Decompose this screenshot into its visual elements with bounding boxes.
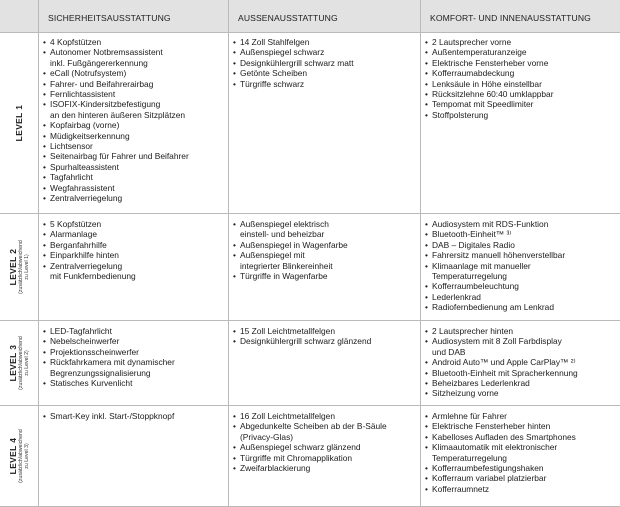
- feature-text: LED-Tagfahrlicht: [50, 326, 112, 336]
- feature-text: Außenspiegel elektrisch: [240, 219, 329, 229]
- feature-text: Tempomat mit Speedlimiter: [432, 99, 534, 110]
- feature-text: 4 Kopfstützen: [50, 37, 102, 47]
- feature-item: [43, 347, 175, 357]
- level-2-exterior-list: [233, 219, 348, 281]
- bullet: •: [43, 172, 46, 183]
- bullet: •: [425, 239, 428, 250]
- bullet: •: [233, 411, 236, 421]
- feature-text: Kopfairbag (vorne): [50, 120, 120, 131]
- feature-item: [43, 151, 189, 161]
- feature-text: und DAB: [432, 346, 466, 357]
- feature-item: [425, 378, 578, 388]
- feature-item: [43, 336, 175, 346]
- feature-text: Zentralverriegelung: [50, 260, 123, 271]
- bullet: •: [425, 463, 428, 474]
- level-1-comfort-list: [425, 37, 554, 120]
- feature-item: [43, 229, 136, 239]
- level-title: LEVEL 2: [7, 248, 18, 286]
- level-title: LEVEL 3: [7, 344, 18, 382]
- level-note: zu Level 3): [24, 443, 30, 469]
- feature-text: DAB – Digitales Radio: [432, 239, 515, 250]
- feature-text: Außenspiegel in Wagenfarbe: [240, 239, 348, 250]
- bullet: •: [43, 161, 46, 172]
- bullet: •: [425, 388, 428, 399]
- feature-text: Müdigkeitserkennung: [50, 130, 130, 141]
- feature-text: Audiosystem mit RDS-Funktion: [432, 219, 549, 229]
- feature-text: Elektrische Fensterheber hinten: [432, 421, 551, 432]
- feature-item: [233, 68, 354, 78]
- level-title: LEVEL 4: [7, 437, 18, 475]
- feature-item: [43, 357, 175, 378]
- level-note: zu Level 1): [24, 254, 30, 280]
- feature-item: [425, 336, 578, 357]
- header-safety: [39, 0, 228, 32]
- feature-item: [43, 183, 189, 193]
- bullet: •: [425, 483, 428, 494]
- feature-item: [233, 250, 348, 271]
- bullet: •: [425, 37, 428, 47]
- bullet: •: [425, 473, 428, 484]
- feature-text: 14 Zoll Stahlfelgen: [240, 37, 310, 47]
- feature-item: [43, 79, 189, 89]
- feature-item: [43, 99, 189, 120]
- feature-text: einstell- und beheizbar: [240, 229, 325, 240]
- feature-item: [233, 336, 371, 346]
- feature-text: Spurhalteassistent: [50, 161, 119, 172]
- bullet: •: [425, 336, 428, 347]
- bullet: •: [425, 291, 428, 302]
- bullet: •: [425, 57, 428, 68]
- bullet: •: [233, 421, 236, 432]
- feature-item: [425, 261, 565, 282]
- feature-item: [425, 388, 578, 398]
- bullet: •: [233, 57, 236, 68]
- bullet: •: [43, 151, 46, 162]
- feature-item: [425, 357, 578, 367]
- level-title: LEVEL 1: [14, 104, 24, 142]
- bullet: •: [233, 47, 236, 58]
- bullet: •: [233, 271, 236, 282]
- header-exterior-label: AUSSENAUSSTATTUNG: [238, 13, 338, 23]
- feature-item: [233, 47, 354, 57]
- feature-text: Kofferraumbefestigungshaken: [432, 463, 544, 474]
- level-2-label: [0, 214, 38, 320]
- column-divider: [38, 0, 39, 507]
- bullet: •: [425, 89, 428, 100]
- bullet: •: [425, 302, 428, 313]
- level-1-safety-list: [43, 37, 189, 204]
- level-note: zu Level 2): [24, 350, 30, 376]
- feature-item: [425, 442, 576, 463]
- bullet: •: [425, 250, 428, 261]
- feature-item: [425, 37, 554, 47]
- level-3-comfort-list: [425, 326, 578, 399]
- feature-item: [43, 120, 189, 130]
- bullet: •: [425, 357, 428, 368]
- feature-text: Fahrersitz manuell höhenverstellbar: [432, 250, 566, 261]
- feature-text: Kofferraumbeleuchtung: [432, 281, 519, 292]
- level-1-exterior-list: [233, 37, 354, 89]
- feature-item: [425, 229, 565, 239]
- level-2-comfort-list: [425, 219, 565, 313]
- level-2-safety-list: [43, 219, 136, 281]
- feature-text: Kofferraumnetz: [432, 483, 490, 494]
- bullet: •: [43, 47, 46, 58]
- feature-item: [233, 271, 348, 281]
- feature-text: Klimaanlage mit manueller: [432, 260, 531, 271]
- feature-item: [425, 250, 565, 260]
- bullet: •: [233, 68, 236, 79]
- feature-text: Stoffpolsterung: [432, 109, 489, 120]
- feature-text: Getönte Scheiben: [240, 68, 308, 79]
- bullet: •: [43, 336, 46, 347]
- feature-item: [233, 442, 387, 452]
- header-safety-label: SICHERHEITSAUSSTATTUNG: [48, 13, 171, 23]
- feature-text: Nebelscheinwerfer: [50, 336, 120, 347]
- bullet: •: [233, 336, 236, 347]
- feature-item: [233, 463, 387, 473]
- row-divider: [0, 32, 620, 33]
- feature-item: [233, 219, 348, 240]
- feature-text: Autonomer Notbremsassistent: [50, 47, 163, 58]
- feature-item: [425, 68, 554, 78]
- feature-text: Rücksitzlehne 60:40 umklappbar: [432, 89, 554, 100]
- feature-text: Temperaturregelung: [432, 452, 507, 463]
- bullet: •: [425, 229, 428, 240]
- bullet: •: [425, 431, 428, 442]
- feature-item: [425, 281, 565, 291]
- bullet: •: [425, 219, 428, 229]
- feature-text: integrierter Blinkereinheit: [240, 260, 333, 271]
- bullet: •: [233, 219, 236, 229]
- level-note: (zusätzlich/abweichend: [17, 429, 24, 483]
- feature-text: inkl. Fußgängererkennung: [50, 57, 148, 68]
- feature-text: 5 Kopfstützen: [50, 219, 102, 229]
- feature-text: Android Auto™ und Apple CarPlay™ ²⁾: [432, 357, 576, 368]
- bullet: •: [233, 463, 236, 474]
- level-3-safety-list: [43, 326, 175, 388]
- bullet: •: [43, 78, 46, 89]
- level-3-exterior-list: [233, 326, 371, 347]
- feature-item: [233, 326, 371, 336]
- feature-item: [233, 58, 354, 68]
- feature-item: [233, 411, 387, 421]
- feature-item: [43, 326, 175, 336]
- level-4-comfort-list: [425, 411, 576, 494]
- feature-text: (Privacy-Glas): [240, 431, 294, 442]
- feature-text: Radiofernbedienung am Lenkrad: [432, 302, 554, 313]
- feature-text: Elektrische Fensterheber vorne: [432, 57, 549, 68]
- feature-text: Projektionsscheinwerfer: [50, 346, 139, 357]
- feature-text: Berganfahrhilfe: [50, 239, 107, 250]
- bullet: •: [43, 326, 46, 336]
- feature-text: ISOFIX-Kindersitzbefestigung: [50, 99, 161, 110]
- column-divider: [228, 0, 229, 507]
- bullet: •: [43, 193, 46, 204]
- feature-text: Sitzheizung vorne: [432, 388, 499, 399]
- row-divider: [0, 320, 620, 321]
- feature-text: Seitenairbag für Fahrer und Beifahrer: [50, 151, 189, 162]
- bullet: •: [233, 239, 236, 250]
- feature-text: eCall (Notrufsystem): [50, 68, 127, 79]
- feature-item: [43, 378, 175, 388]
- level-4-exterior-list: [233, 411, 387, 473]
- feature-text: Designkühlergrill schwarz glänzend: [240, 336, 372, 347]
- feature-text: Außenspiegel schwarz: [240, 47, 325, 58]
- feature-text: Kofferraum variabel platzierbar: [432, 473, 547, 484]
- feature-text: Abgedunkelte Scheiben ab der B-Säule: [240, 421, 387, 432]
- level-4-label: [0, 406, 38, 506]
- feature-item: [425, 484, 576, 494]
- feature-item: [425, 463, 576, 473]
- feature-item: [425, 432, 576, 442]
- feature-text: Alarmanlage: [50, 229, 98, 240]
- bullet: •: [43, 130, 46, 141]
- feature-item: [425, 219, 565, 229]
- bullet: •: [233, 326, 236, 336]
- bullet: •: [425, 442, 428, 453]
- feature-text: Bluetooth-Einheit mit Spracherkennung: [432, 367, 578, 378]
- feature-item: [43, 411, 174, 421]
- feature-item: [425, 473, 576, 483]
- feature-text: Türgriffe mit Chromapplikation: [240, 452, 353, 463]
- feature-text: Wegfahrassistent: [50, 182, 115, 193]
- feature-item: [233, 421, 387, 442]
- feature-item: [425, 58, 554, 68]
- bullet: •: [43, 182, 46, 193]
- feature-text: Klimaautomatik mit elektronischer: [432, 442, 558, 453]
- row-divider: [0, 405, 620, 406]
- feature-item: [43, 162, 189, 172]
- feature-item: [43, 261, 136, 282]
- feature-item: [425, 240, 565, 250]
- feature-text: Designkühlergrill schwarz matt: [240, 57, 354, 68]
- feature-item: [43, 131, 189, 141]
- feature-text: Lichtsensor: [50, 141, 93, 152]
- bullet: •: [43, 357, 46, 368]
- bullet: •: [233, 78, 236, 89]
- feature-text: Tagfahrlicht: [50, 172, 93, 183]
- feature-text: Außenspiegel schwarz glänzend: [240, 442, 361, 453]
- level-4-safety-list: [43, 411, 174, 421]
- column-divider: [420, 0, 421, 507]
- bullet: •: [43, 239, 46, 250]
- feature-item: [425, 368, 578, 378]
- bullet: •: [43, 120, 46, 131]
- bullet: •: [43, 378, 46, 389]
- feature-text: 2 Lautsprecher vorne: [432, 37, 512, 47]
- feature-item: [43, 172, 189, 182]
- feature-item: [425, 292, 565, 302]
- feature-text: 16 Zoll Leichtmetallfelgen: [240, 411, 335, 421]
- bullet: •: [425, 109, 428, 120]
- bullet: •: [425, 326, 428, 336]
- feature-text: mit Funkfernbedienung: [50, 271, 136, 282]
- feature-item: [43, 193, 189, 203]
- feature-text: Lenksäule in Höhe einstellbar: [432, 78, 542, 89]
- header-comfort: [421, 0, 620, 32]
- feature-item: [425, 411, 576, 421]
- feature-text: Bluetooth-Einheit™ ³⁾: [432, 229, 512, 240]
- feature-item: [43, 219, 136, 229]
- feature-item: [425, 47, 554, 57]
- bullet: •: [233, 37, 236, 47]
- level-3-label: [0, 321, 38, 405]
- feature-item: [233, 37, 354, 47]
- feature-text: Außenspiegel mit: [240, 250, 305, 261]
- feature-text: Audiosystem mit 8 Zoll Farbdisplay: [432, 336, 562, 347]
- bullet: •: [43, 411, 46, 421]
- feature-text: Smart-Key inkl. Start-/Stoppknopf: [50, 411, 175, 421]
- feature-text: Fernlichtassistent: [50, 89, 116, 100]
- bullet: •: [233, 250, 236, 261]
- feature-item: [43, 240, 136, 250]
- bullet: •: [425, 367, 428, 378]
- bullet: •: [43, 229, 46, 240]
- feature-text: Fahrer- und Beifahrerairbag: [50, 78, 154, 89]
- bullet: •: [43, 68, 46, 79]
- feature-item: [233, 453, 387, 463]
- bullet: •: [425, 68, 428, 79]
- bullet: •: [43, 37, 46, 47]
- feature-text: an den hinteren äußeren Sitzplätzen: [50, 109, 186, 120]
- bullet: •: [425, 78, 428, 89]
- feature-item: [43, 47, 189, 68]
- bullet: •: [233, 442, 236, 453]
- feature-item: [43, 250, 136, 260]
- bullet: •: [425, 421, 428, 432]
- row-divider: [0, 213, 620, 214]
- feature-text: Einparkhilfe hinten: [50, 250, 119, 261]
- level-note: (zusätzlich/abweichend: [17, 240, 24, 294]
- feature-text: 15 Zoll Leichtmetallfelgen: [240, 326, 335, 336]
- feature-item: [43, 37, 189, 47]
- feature-item: [425, 421, 576, 431]
- feature-item: [43, 89, 189, 99]
- bullet: •: [43, 346, 46, 357]
- header-exterior: [229, 0, 420, 32]
- level-1-label: [0, 33, 38, 213]
- feature-item: [233, 240, 348, 250]
- feature-text: Statisches Kurvenlicht: [50, 378, 133, 389]
- bullet: •: [43, 141, 46, 152]
- bullet: •: [425, 99, 428, 110]
- feature-text: Zweifarblackierung: [240, 463, 311, 474]
- bullet: •: [425, 47, 428, 58]
- feature-item: [233, 79, 354, 89]
- level-note: (zusätzlich/abweichend: [17, 336, 24, 390]
- feature-text: Rückfahrkamera mit dynamischer: [50, 357, 175, 368]
- bullet: •: [43, 219, 46, 229]
- feature-text: Außentemperaturanzeige: [432, 47, 527, 58]
- header-comfort-label: KOMFORT- UND INNENAUSSTATTUNG: [430, 13, 591, 23]
- bullet: •: [43, 260, 46, 271]
- feature-text: Lederlenkrad: [432, 291, 481, 302]
- feature-item: [43, 141, 189, 151]
- bullet: •: [425, 281, 428, 292]
- bullet: •: [425, 260, 428, 271]
- bullet: •: [43, 89, 46, 100]
- feature-item: [425, 326, 578, 336]
- feature-item: [425, 99, 554, 109]
- feature-text: Begrenzungssignalisierung: [50, 367, 151, 378]
- feature-item: [425, 110, 554, 120]
- feature-text: Kabelloses Aufladen des Smartphones: [432, 431, 576, 442]
- bullet: •: [233, 452, 236, 463]
- feature-item: [425, 89, 554, 99]
- feature-text: Armlehne für Fahrer: [432, 411, 507, 421]
- feature-text: Türgriffe in Wagenfarbe: [240, 271, 328, 282]
- bullet: •: [43, 250, 46, 261]
- feature-text: Temperaturregelung: [432, 271, 507, 282]
- feature-item: [425, 302, 565, 312]
- bullet: •: [43, 99, 46, 110]
- feature-text: Kofferraumabdeckung: [432, 68, 515, 79]
- feature-text: 2 Lautsprecher hinten: [432, 326, 514, 336]
- feature-item: [43, 68, 189, 78]
- bullet: •: [425, 411, 428, 421]
- feature-item: [425, 79, 554, 89]
- feature-text: Türgriffe schwarz: [240, 78, 305, 89]
- bullet: •: [425, 378, 428, 389]
- feature-text: Zentralverriegelung: [50, 193, 123, 204]
- feature-text: Beheizbares Lederlenkrad: [432, 378, 530, 389]
- header-cell-empty: [0, 0, 38, 32]
